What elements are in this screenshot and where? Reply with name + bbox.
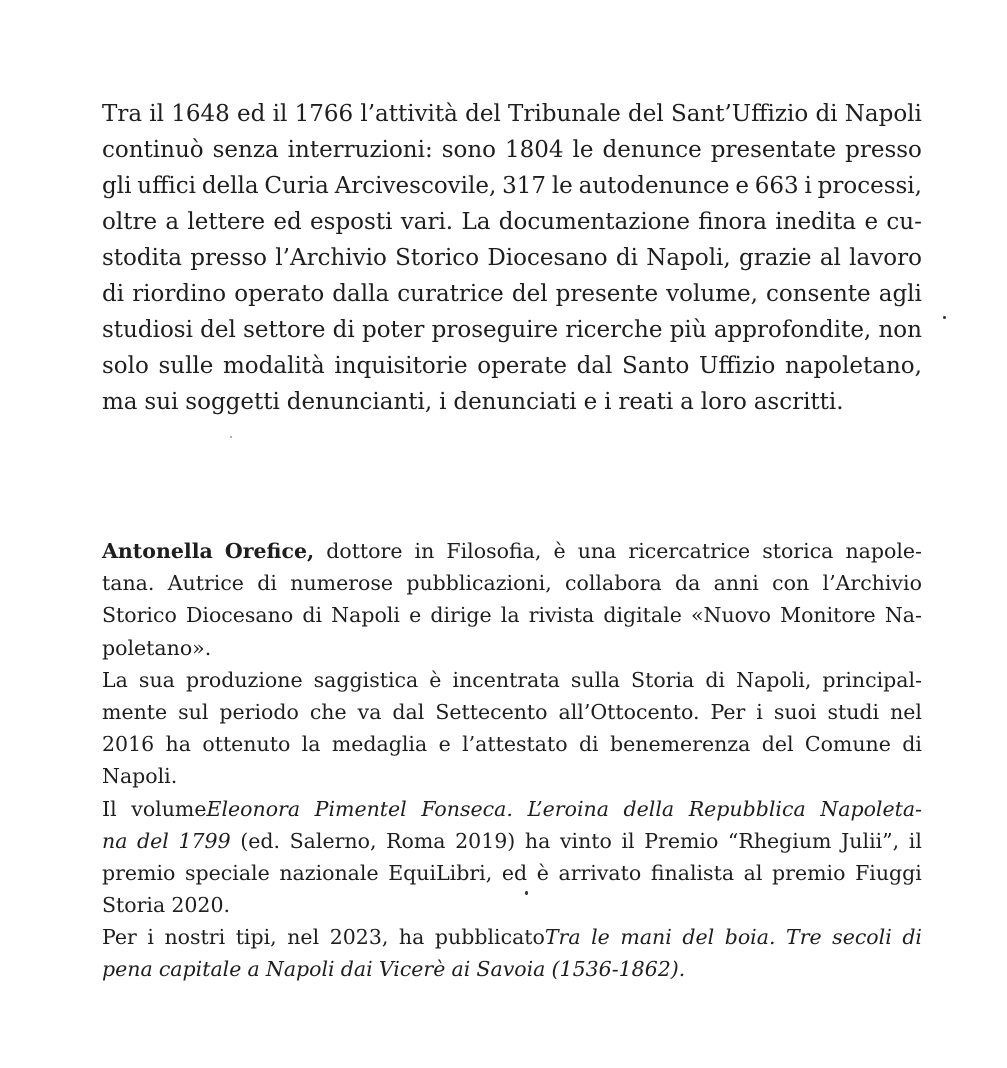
intro-line — [102, 204, 922, 240]
bio-line — [102, 953, 922, 985]
intro-line — [102, 348, 922, 384]
word: mani — [620, 925, 672, 950]
word: tipi, — [235, 925, 277, 950]
word: saggistica — [313, 667, 419, 692]
bio-line — [102, 921, 922, 953]
word: presso — [190, 245, 268, 271]
word: Monitore — [780, 603, 876, 628]
word: Napoli — [265, 957, 335, 982]
word: Napoli — [844, 101, 922, 127]
word: il — [149, 101, 165, 127]
intro-line — [102, 96, 922, 132]
word: da — [675, 571, 701, 596]
word: Santo — [621, 353, 690, 379]
word: ed — [273, 209, 302, 235]
word: della — [201, 173, 259, 199]
word: documentazione — [498, 209, 690, 235]
word: 663 — [754, 173, 799, 199]
word: Salerno, — [289, 828, 377, 853]
word: presente — [555, 281, 659, 307]
bio-line — [102, 664, 922, 696]
word: di — [902, 925, 922, 950]
word: Storia — [631, 667, 695, 692]
word: premio — [102, 860, 176, 885]
word: è — [429, 667, 442, 692]
word: le — [551, 173, 573, 199]
word: rivista — [528, 603, 595, 628]
word: la — [500, 603, 520, 628]
word: dal — [392, 699, 425, 724]
word: Arcivescovile, — [334, 173, 497, 199]
word: presentate — [710, 137, 837, 163]
word: 2019) — [455, 828, 516, 853]
word: ed — [501, 860, 528, 885]
word: di — [257, 571, 277, 596]
word: incentrata — [452, 667, 560, 692]
word: operate — [477, 353, 567, 379]
word: periodo — [219, 699, 299, 724]
word: Napoleta- — [820, 796, 922, 821]
word: gli — [102, 173, 132, 199]
word: pubblicatoTra — [434, 925, 581, 950]
word: Storia — [102, 893, 166, 918]
word: ottenuto — [202, 732, 291, 757]
word: di — [102, 281, 125, 307]
word: più — [669, 317, 707, 343]
word-fragment: Eleonora — [206, 796, 301, 821]
word: volume, — [666, 281, 758, 307]
word: a — [247, 957, 260, 982]
word: le — [591, 925, 610, 950]
word: 317 — [502, 173, 547, 199]
word: proseguire — [431, 317, 559, 343]
word: del — [465, 101, 501, 127]
word: e — [409, 603, 422, 628]
bio-line — [102, 535, 922, 567]
word: 1804 — [505, 137, 564, 163]
word: medaglia — [331, 732, 428, 757]
word: vinto — [559, 828, 612, 853]
word: al — [819, 245, 841, 271]
word: Napoli, — [736, 667, 812, 692]
word: Fonseca. — [421, 796, 513, 821]
word: sono — [441, 137, 497, 163]
word: di — [332, 317, 355, 343]
word: numerose — [290, 571, 394, 596]
word: Tra — [102, 101, 143, 127]
word: 2016 — [102, 732, 155, 757]
word: una — [577, 539, 617, 563]
word: uffici — [137, 173, 196, 199]
word: consente — [766, 281, 871, 307]
word: del — [200, 317, 236, 343]
word: sul — [178, 699, 209, 724]
word: Napoli — [331, 603, 400, 628]
word: modalità — [223, 353, 325, 379]
word: Diocesano — [185, 603, 294, 628]
word: il — [621, 828, 635, 853]
intro-line — [102, 132, 922, 168]
word: Storico — [395, 245, 480, 271]
word: nel — [287, 925, 320, 950]
word: Uffizio — [698, 353, 776, 379]
word: i — [804, 173, 812, 199]
word: 2020. — [171, 893, 231, 918]
word-fragment: Tra — [544, 925, 581, 950]
word: curatrice — [397, 281, 504, 307]
word: boia. — [724, 925, 776, 950]
word: l’Archivio — [822, 571, 922, 596]
word: capitale — [158, 957, 242, 982]
word: premio — [772, 860, 846, 885]
word: del — [137, 828, 169, 853]
word: e — [735, 173, 749, 199]
word: la — [301, 732, 321, 757]
word: oltre — [102, 209, 158, 235]
word: ascritti. — [753, 389, 844, 415]
word: Na- — [884, 603, 922, 628]
word: riordino — [132, 281, 227, 307]
word: storica — [762, 539, 834, 563]
bio-line — [102, 599, 922, 631]
bio-line — [102, 793, 922, 825]
word: sui — [144, 389, 179, 415]
word: napole- — [845, 539, 922, 563]
word: è — [536, 860, 549, 885]
word: della — [623, 796, 675, 821]
word: finalista — [650, 860, 735, 885]
word: i — [439, 389, 447, 415]
word: studiosi — [102, 317, 193, 343]
word: Per — [710, 699, 746, 724]
word: secoli — [832, 925, 892, 950]
word: Autrice — [167, 571, 244, 596]
word: non — [878, 317, 922, 343]
word: inedita — [775, 209, 857, 235]
word: il — [908, 828, 922, 853]
word: Orefice, — [224, 539, 315, 563]
intro-line — [102, 168, 922, 204]
word: EquiLibri, — [388, 860, 493, 885]
bio-line — [102, 760, 922, 792]
word: i — [604, 389, 612, 415]
word: Roma — [386, 828, 446, 853]
word: nostri — [164, 925, 226, 950]
word: al — [743, 860, 763, 885]
word: Comune — [804, 732, 891, 757]
word: agli — [878, 281, 922, 307]
word: Diocesano — [487, 245, 608, 271]
intro-line — [102, 276, 922, 312]
word: mente — [102, 699, 168, 724]
word: e — [583, 389, 598, 415]
word: va — [357, 699, 382, 724]
bio-line — [102, 825, 922, 857]
word: l’attività — [360, 101, 458, 127]
word: di — [705, 667, 725, 692]
word: arrivato — [558, 860, 642, 885]
word: ricercatrice — [628, 539, 751, 563]
word: Repubblica — [688, 796, 806, 821]
word: reati — [618, 389, 674, 415]
word: di — [578, 732, 599, 757]
word: Napoli. — [102, 764, 178, 789]
word: denunciati — [453, 389, 577, 415]
word: le — [572, 137, 594, 163]
word: L’eroina — [527, 796, 609, 821]
bio-line — [102, 889, 922, 921]
word: dirige — [430, 603, 492, 628]
word: interruzioni: — [287, 137, 433, 163]
word: Il — [102, 796, 117, 821]
word: esposti — [310, 209, 393, 235]
word: denunce — [602, 137, 702, 163]
intro-line — [102, 384, 922, 420]
word: dal — [576, 353, 613, 379]
bio-line — [102, 567, 922, 599]
word: Savoia — [476, 957, 546, 982]
word: ai — [451, 957, 471, 982]
author-name: Antonella — [102, 539, 213, 563]
author-biography — [102, 535, 922, 986]
word: ha — [165, 732, 191, 757]
word: a — [165, 209, 180, 235]
word: processi, — [817, 173, 922, 199]
bio-line — [102, 728, 922, 760]
word: digitale — [603, 603, 682, 628]
word: di — [902, 732, 922, 757]
word: inquisitorie — [334, 353, 468, 379]
word: sulle — [158, 353, 214, 379]
word: produzione — [185, 667, 303, 692]
word: dai — [340, 957, 373, 982]
word: ricerche — [565, 317, 663, 343]
word: solo — [102, 353, 149, 379]
word: 1799 — [178, 828, 231, 853]
word: poletano». — [102, 635, 212, 660]
word: (1536-1862). — [551, 957, 686, 982]
word: Curia — [264, 173, 329, 199]
bio-line — [102, 696, 922, 728]
word: Pimentel — [314, 796, 407, 821]
word: i — [756, 699, 763, 724]
word: grazie — [739, 245, 812, 271]
word: dalla — [332, 281, 390, 307]
scan-speck — [525, 891, 528, 895]
word: cu- — [886, 209, 922, 235]
word: nel — [890, 699, 922, 724]
word: presso — [845, 137, 922, 163]
word: il — [272, 101, 288, 127]
scan-speck — [230, 436, 232, 438]
word: sulla — [570, 667, 620, 692]
word: Settecento — [435, 699, 548, 724]
word: poter — [361, 317, 425, 343]
word: operato — [234, 281, 325, 307]
word: ha — [524, 828, 551, 853]
word: di — [815, 101, 838, 127]
word: Tribunale — [508, 101, 621, 127]
word: Per — [102, 925, 137, 950]
word: Fiuggi — [855, 860, 922, 885]
word: l’Archivio — [275, 245, 387, 271]
word: e — [864, 209, 879, 235]
bio-line — [102, 857, 922, 889]
word: 2023, — [329, 925, 389, 950]
word: Julii”, — [841, 828, 900, 853]
intro-line — [102, 240, 922, 276]
word: speciale — [185, 860, 270, 885]
word: «Nuovo — [690, 603, 771, 628]
word: soggetti — [185, 389, 280, 415]
word: senza — [212, 137, 279, 163]
word: Napoli, — [646, 245, 731, 271]
word: i — [147, 925, 154, 950]
word: napoletano, — [784, 353, 922, 379]
word: l’attestato — [462, 732, 568, 757]
intro-line — [102, 312, 922, 348]
word: 1766 — [294, 101, 354, 127]
word: loro — [700, 389, 747, 415]
word: che — [309, 699, 347, 724]
word: del — [511, 281, 548, 307]
word: principal- — [822, 667, 922, 692]
word: di — [615, 245, 639, 271]
word: Storico — [102, 603, 177, 628]
word: pubblicazioni, — [406, 571, 552, 596]
word: 1648 — [171, 101, 230, 127]
word: vari. — [400, 209, 454, 235]
word: lavoro — [849, 245, 922, 271]
bio-line — [102, 632, 922, 664]
word: del — [761, 732, 794, 757]
word: continuò — [102, 137, 204, 163]
word: in — [414, 539, 435, 563]
word: La — [102, 667, 128, 692]
intro-paragraph — [102, 96, 922, 420]
word: autodenunce — [578, 173, 730, 199]
word: dottore — [326, 539, 403, 563]
word: finora — [698, 209, 767, 235]
word: na — [102, 828, 128, 853]
word: nazionale — [279, 860, 379, 885]
word: di — [302, 603, 323, 628]
word: studi — [827, 699, 880, 724]
word: e — [438, 732, 451, 757]
scan-speck — [943, 316, 946, 319]
word: anni — [713, 571, 759, 596]
word: ma — [102, 389, 138, 415]
word: ha — [398, 925, 425, 950]
word: tana. — [102, 571, 155, 596]
word: Filosofia, — [446, 539, 542, 563]
word: Sant’Uffizio — [670, 101, 809, 127]
word: sua — [138, 667, 175, 692]
word: con — [772, 571, 810, 596]
word: approfondite, — [713, 317, 872, 343]
word: stodita — [102, 245, 182, 271]
word: pena — [102, 957, 153, 982]
word: lettere — [187, 209, 266, 235]
word: del — [628, 101, 664, 127]
word: è — [553, 539, 566, 563]
word: del — [682, 925, 715, 950]
word: benemerenza — [610, 732, 751, 757]
word: volumeEleonora — [131, 796, 301, 821]
word: suoi — [773, 699, 817, 724]
word: Vicerè — [378, 957, 446, 982]
word: Premio — [644, 828, 719, 853]
word: collabora — [565, 571, 662, 596]
word: settore — [243, 317, 326, 343]
word: all’Ottocento. — [558, 699, 700, 724]
word: a — [680, 389, 694, 415]
word: La — [461, 209, 491, 235]
word: Tre — [786, 925, 822, 950]
word-fragment: , — [307, 539, 315, 563]
word: “Rhegium — [727, 828, 832, 853]
word: denuncianti, — [286, 389, 433, 415]
word: (ed. — [240, 828, 281, 853]
word: ed — [237, 101, 266, 127]
